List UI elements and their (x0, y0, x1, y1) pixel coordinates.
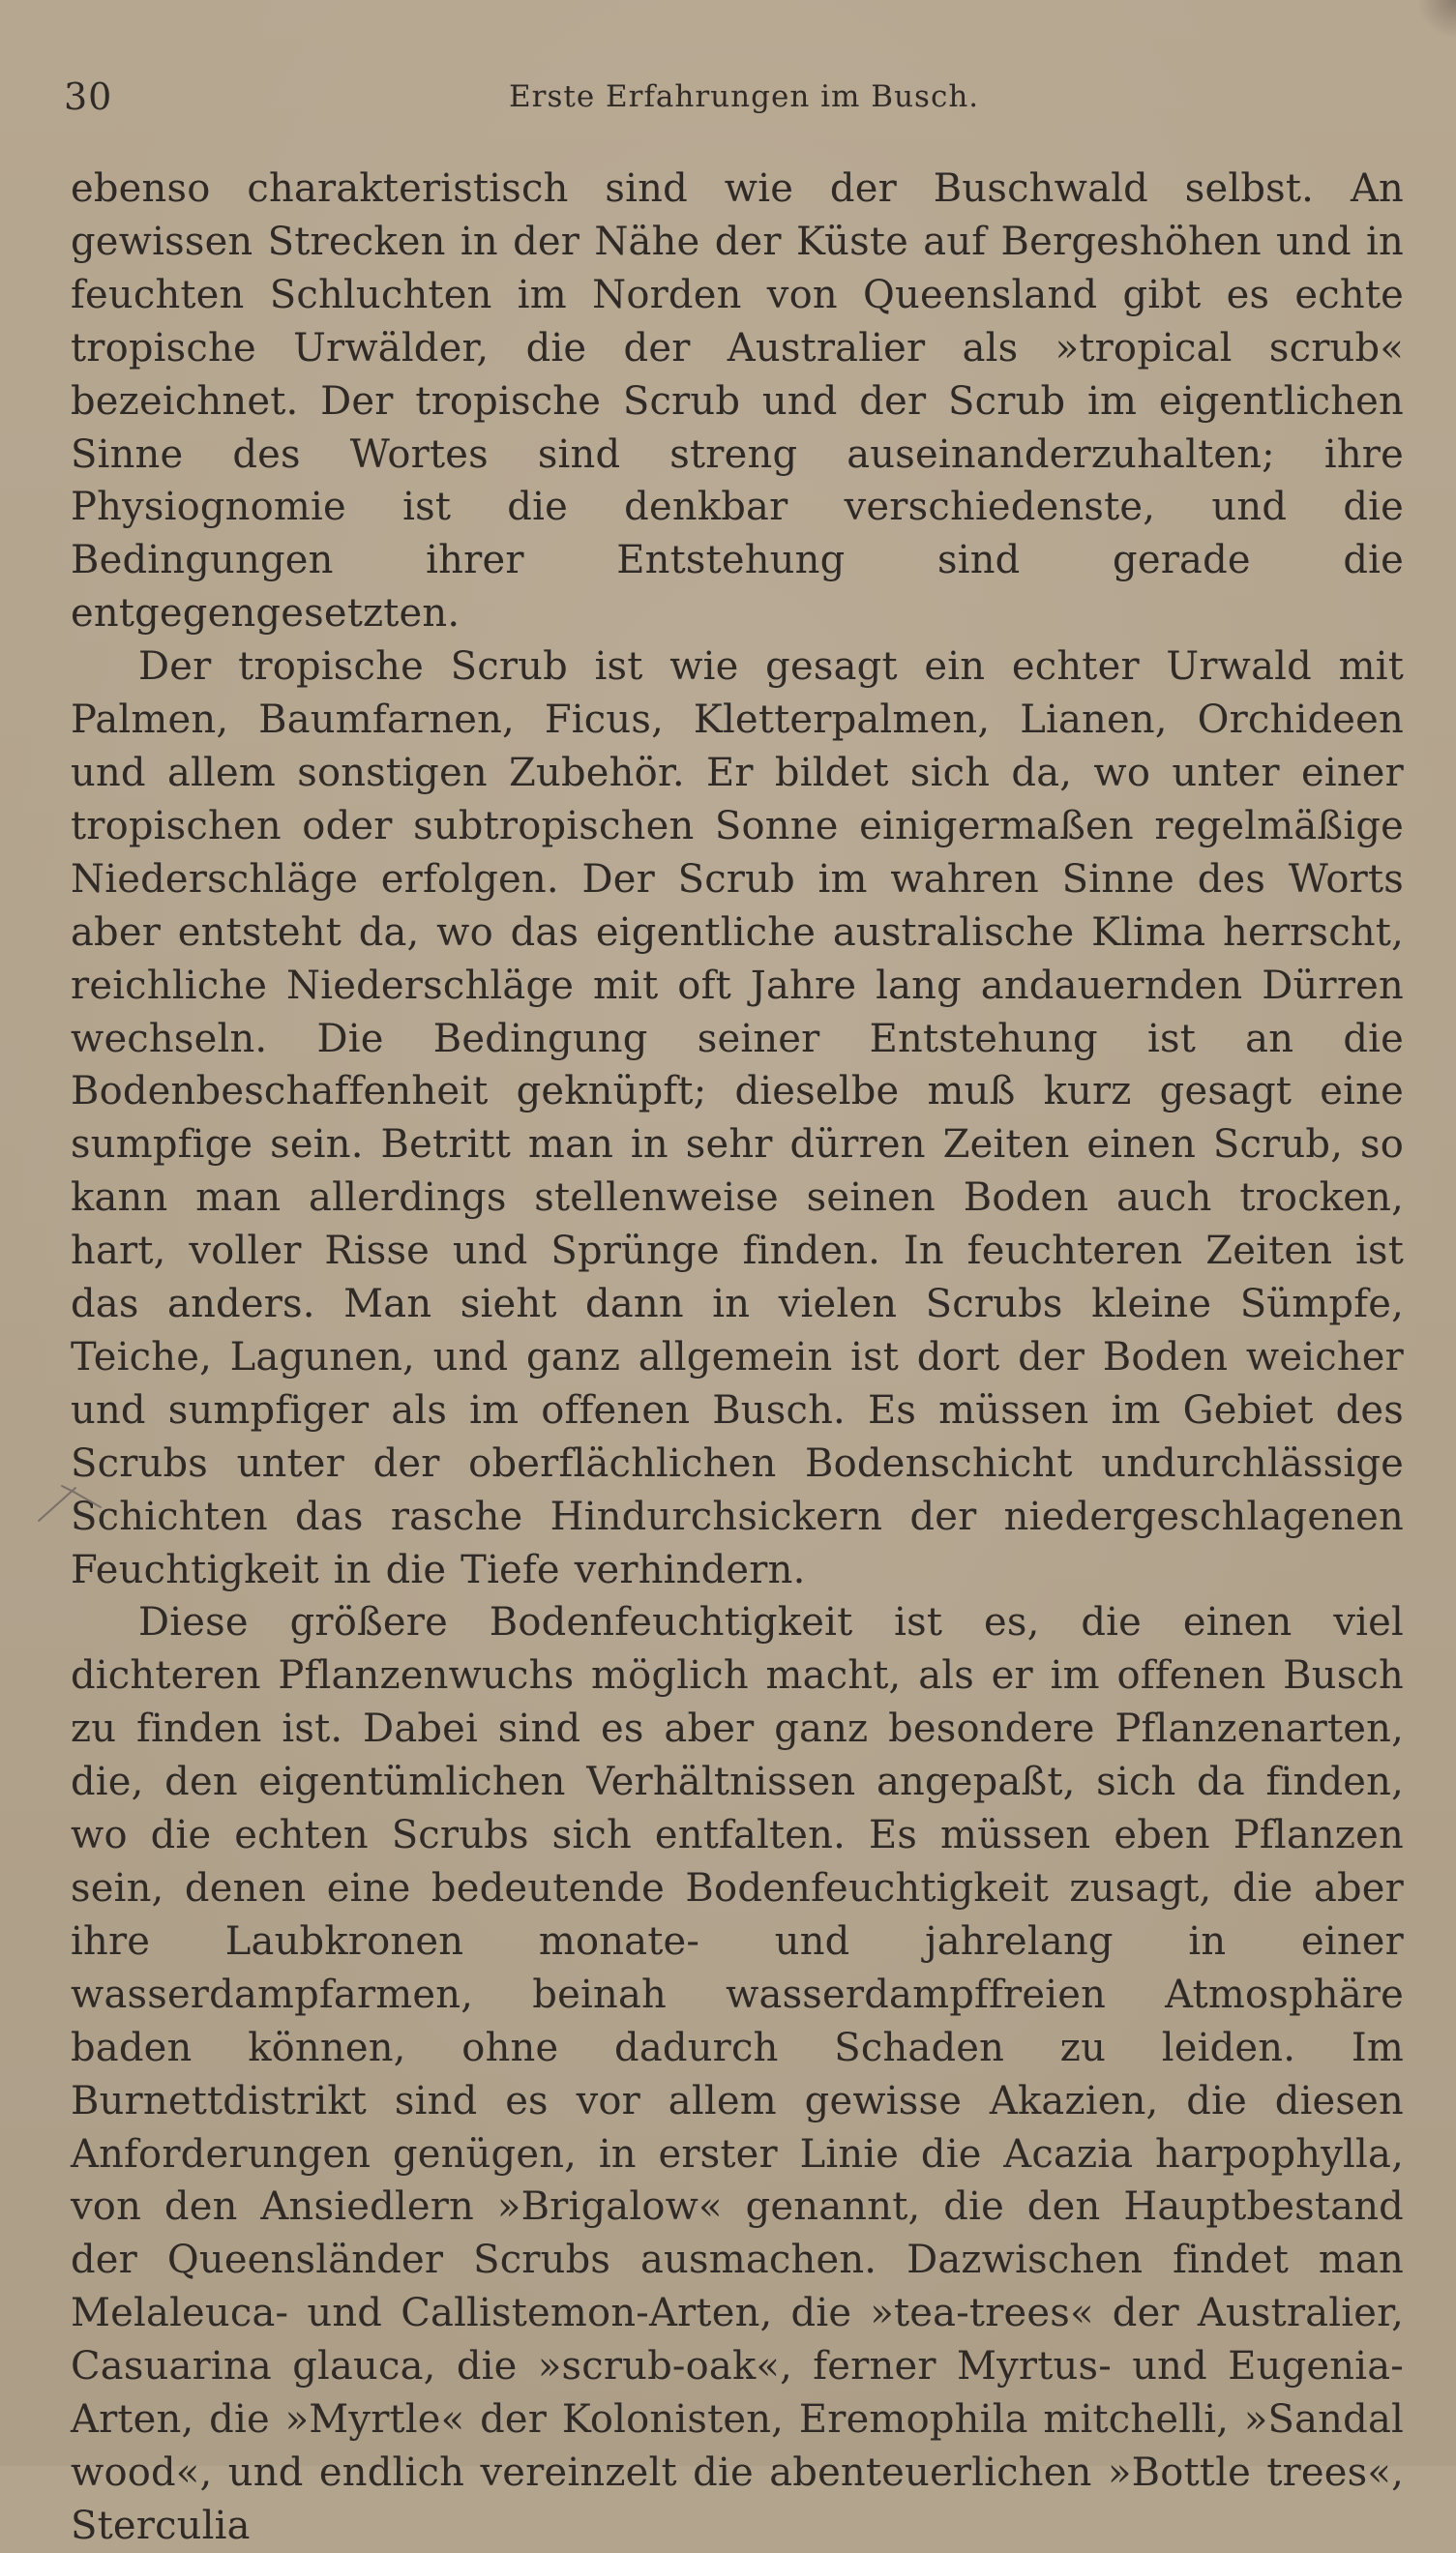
body-text (71, 163, 1404, 2553)
paragraph-3: Diese größere Bodenfeuchtigkeit ist es, die einen viel dichteren Pflanzenwuchs möglich macht, als er im offenen Busch zu finden ist. Dabei sind es aber ganz besondere Pflanzenarten, die, den eigentümlichen Verhältnissen angepaßt, sich da finden, wo die echten Scrubs sich entfalten. Es müssen eben Pflanzen sein, denen eine bedeutende Bodenfeuchtigkeit zusagt, die aber ihre Laubkronen monate- und jahrelang in einer wasserdampfarmen, beinah wasserdampffreien Atmosphäre baden können, ohne dadurch Schaden zu leiden. Im Burnettdistrikt sind es vor allem gewisse Akazien, die diesen Anforderungen genügen, in erster Linie die Acazia harpophylla, von den Ansiedlern »Brigalow« genannt, die den Hauptbestand der Queensländer Scrubs ausmachen. Dazwischen findet man Melaleuca- und Callistemon-Arten, die »tea-trees« der Australier, Casuarina glauca, die »scrub-oak«, ferner Myrtus- und Eugenia-Arten, die »Myrtle« der Kolonisten, Eremophila mitchelli, »Sandal wood«, und endlich vereinzelt die abenteuerlichen »Bottle trees«, Sterculia (71, 1600, 1404, 2548)
header-title: Erste Erfahrungen im Busch. (509, 79, 980, 114)
paragraph-1: ebenso charakteristisch sind wie der Buschwald selbst. An gewissen Strecken in der Nähe der Küste auf Bergeshöhen und in feuchten Schluchten im Norden von Queensland gibt es echte tropische Urwälder, die der Australier als »tropical scrub« bezeichnet. Der tropische Scrub und der Scrub im eigentlichen Sinne des Wortes sind streng auseinanderzuhalten; ihre Physiognomie ist die denkbar verschiedenste, und die Bedingungen ihrer Entstehung sind gerade die entgegengesetzten. (71, 166, 1404, 637)
paragraph-2: Der tropische Scrub ist wie gesagt ein echter Urwald mit Palmen, Baumfarnen, Ficus, Kletterpalmen, Lianen, Orchideen und allem sonstigen Zubehör. Er bildet sich da, wo unter einer tropischen oder subtropischen Sonne einigermaßen regelmäßige Niederschläge erfolgen. Der Scrub im wahren Sinne des Worts aber entsteht da, wo das eigentliche australische Klima herrscht, reichliche Niederschläge mit oft Jahre lang andauernden Dürren wechseln. Die Bedingung seiner Entstehung ist an die Bodenbeschaffenheit geknüpft; dieselbe muß kurz gesagt eine sumpfige sein. Betritt man in sehr dürren Zeiten einen Scrub, so kann man allerdings stellenweise seinen Boden auch trocken, hart, voller Risse und Sprünge finden. In feuchteren Zeiten ist das anders. Man sieht dann in vielen Scrubs kleine Sümpfe, Teiche, Lagunen, und ganz allgemein ist dort der Boden weicher und sumpfiger als im offenen Busch. Es müssen im Gebiet des Scrubs unter der oberflächlichen Bodenschicht undurchlässige Schichten das rasche Hindurchsickern der niedergeschlagenen Feuchtigkeit in die Tiefe verhindern. (71, 644, 1404, 1592)
pencil-mark-icon (33, 1482, 110, 1525)
running-head (64, 75, 1399, 134)
page-number: 30 (64, 75, 113, 118)
